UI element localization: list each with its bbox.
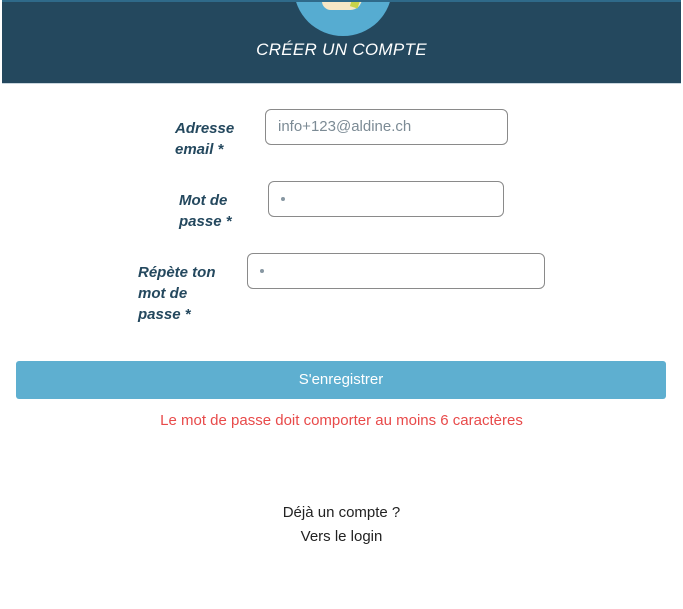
confirm-password-input[interactable] [247, 253, 545, 289]
hand-logo-icon [294, 0, 392, 36]
page-title: CRÉER UN COMPTE [256, 40, 427, 59]
already-account-text: Déjà un compte ? [282, 504, 401, 521]
page-header [2, 0, 681, 84]
password-mask-dot [281, 197, 285, 201]
error-message: Le mot de passe doit comporter au moins 6 caractères [160, 412, 523, 429]
password-label: Mot de passe * [179, 192, 232, 230]
confirm-password-label: Répète ton mot de passe * [138, 264, 216, 323]
register-button[interactable]: S'enregistrer [16, 361, 666, 399]
email-placeholder: info+123@aldine.ch [278, 118, 412, 135]
password-input[interactable] [268, 181, 504, 217]
email-input[interactable] [265, 109, 508, 145]
login-link[interactable]: Vers le login [300, 528, 383, 545]
confirm-password-mask-dot [260, 269, 264, 273]
email-label: Adresse email * [175, 120, 235, 158]
